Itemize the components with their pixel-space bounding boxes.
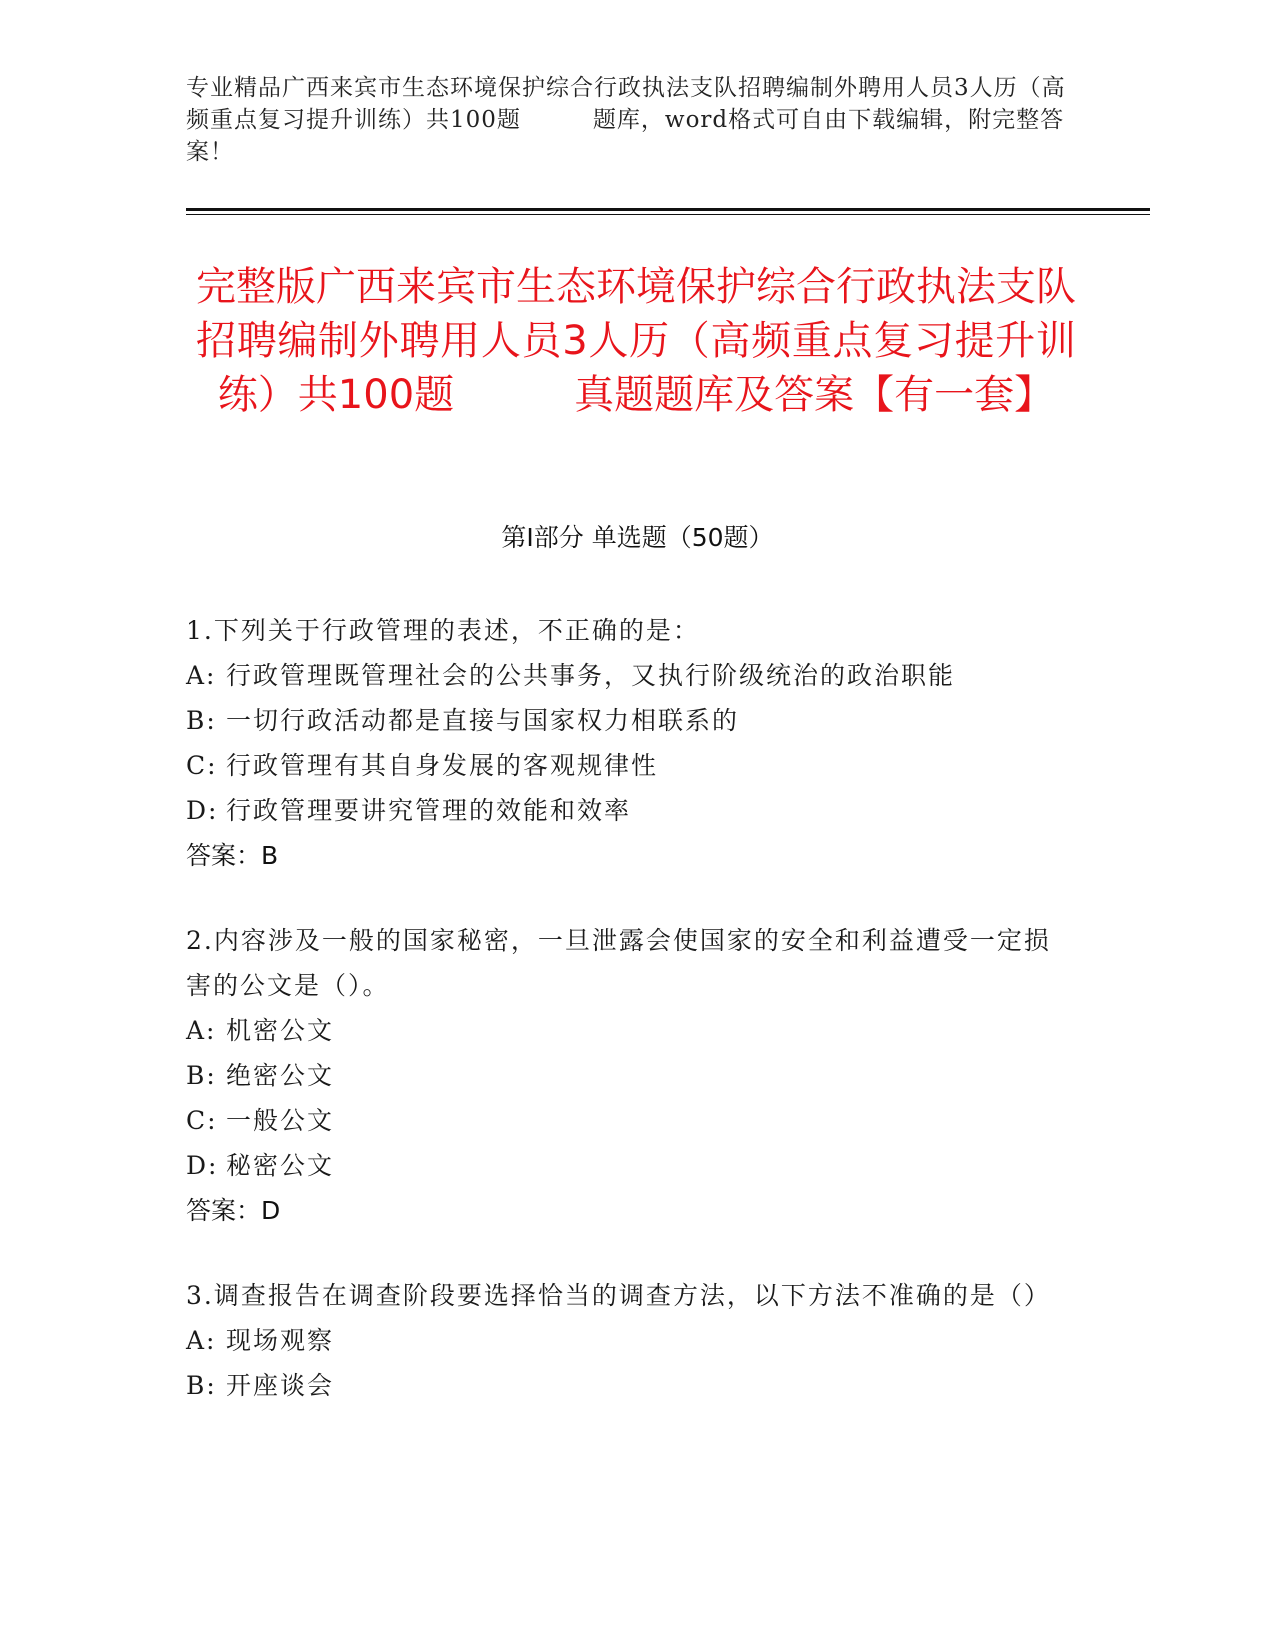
option-text: 机密公文 [226,1016,335,1045]
question-stem: 1.下列关于行政管理的表述，不正确的是： [186,616,700,645]
answer-line: 答案：B [186,841,279,870]
option-a [186,1318,1066,1363]
option-d [186,1143,1066,1188]
option-b [186,1363,1066,1408]
question-2 [186,918,1066,1233]
option-c [186,743,1066,788]
option-letter: B: [186,1371,217,1400]
option-letter: B: [186,706,217,735]
option-letter: A: [186,1326,217,1355]
question-1 [186,608,1066,878]
document-title: 完整版广西来宾市生态环境保护综合行政执法支队招聘编制外聘用人员3人历（高频重点复习提升训练）共100题 真题题库及答案【有一套】 [196,264,1076,418]
option-text: 行政管理既管理社会的公共事务，又执行阶级统治的政治职能 [226,661,956,690]
option-letter: D: [186,1151,219,1180]
section-title: 第Ⅰ部分 单选题（50题） [501,523,774,552]
option-text: 行政管理要讲究管理的效能和效率 [226,796,632,825]
option-text: 绝密公文 [226,1061,335,1090]
option-c [186,1098,1066,1143]
option-letter: D: [186,796,219,825]
option-text: 一般公文 [226,1106,335,1135]
option-d [186,788,1066,833]
option-letter: B: [186,1061,217,1090]
option-b [186,1053,1066,1098]
option-text: 开座谈会 [226,1371,335,1400]
option-b [186,698,1066,743]
option-letter: A: [186,661,217,690]
header-note: 专业精品广西来宾市生态环境保护综合行政执法支队招聘编制外聘用人员3人历（高频重点复习提升训练）共100题 题库，word格式可自由下载编辑，附完整答案！ [186,75,1066,165]
header-divider-thick [186,208,1150,211]
option-letter: C: [186,1106,218,1135]
option-text: 行政管理有其自身发展的客观规律性 [226,751,659,780]
question-list [186,608,1066,1448]
question-stem: 2.内容涉及一般的国家秘密，一旦泄露会使国家的安全和利益遭受一定损害的公文是（）。 [186,926,1051,1000]
option-letter: C: [186,751,218,780]
header-divider-thin [186,214,1150,215]
option-a [186,653,1066,698]
option-letter: A: [186,1016,217,1045]
answer-line: 答案：D [186,1196,281,1225]
question-3 [186,1273,1066,1408]
option-text: 秘密公文 [226,1151,335,1180]
option-text: 一切行政活动都是直接与国家权力相联系的 [226,706,740,735]
option-a [186,1008,1066,1053]
option-text: 现场观察 [226,1326,335,1355]
question-stem: 3.调查报告在调查阶段要选择恰当的调查方法，以下方法不准确的是（） [186,1281,1051,1310]
